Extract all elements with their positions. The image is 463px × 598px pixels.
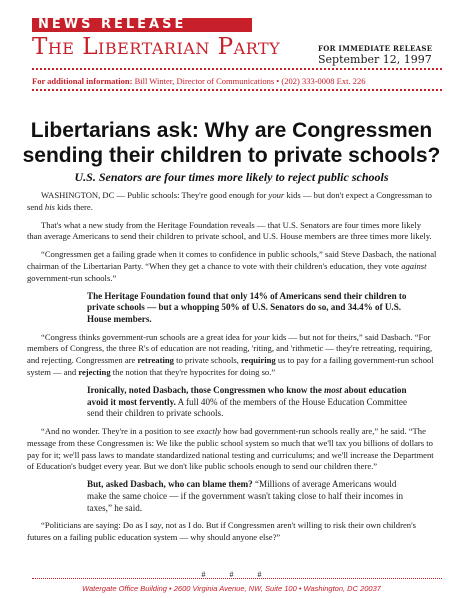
end-marks: # # #: [201, 570, 262, 579]
headline: [20, 118, 443, 168]
header-divider-top: [32, 68, 442, 70]
release-info: [318, 44, 440, 66]
subheadline: U.S. Senators are four times more likely to reject public schools: [74, 170, 389, 184]
contact-line: [32, 76, 365, 86]
paragraph-1: WASHINGTON, DC — Public schools: They're good enough for your kids — but don't expect a Congressman to send his kids there.: [27, 190, 432, 212]
news-release-banner: [32, 18, 252, 32]
contact-label: For additional information:: [32, 76, 133, 86]
paragraph-2: That's what a new study from the Heritage Foundation reveals — that U.S. Senators are four times more likely than average Americans to send their children to private school, and U.S. House members are three times more likely.: [27, 219, 432, 242]
pull-quote-1: The Heritage Foundation found that only 14% of Americans send their children to private schools — but a whopping 50% of U.S. Senators do so, and 34.4% of U.S. House members.: [87, 290, 407, 324]
paragraph-6: “Politicians are saying: Do as I say, not as I do. But if Congressmen aren't willing to risk their own children's futures on a failing public education system — why should anyone else?”: [27, 520, 416, 543]
paragraph-5: “And no wonder. They're in a position to see exactly how bad government-run schools really are,” he said. “The message from these Congressmen is: We like the public school system so much that we'll tax you billions of dollars to pay for it; we'll pass laws to mandate standardized national testing and curriculums; and we'll increase the Department of Education's budget every year. But we don't like public schools enough to send our children there.”: [27, 425, 434, 472]
article-body: [27, 190, 437, 550]
paragraph-3: “Congressmen get a failing grade when it comes to confidence in public schools,” said Steve Dasbach, the national chairman of the Libertarian Party. “When they get a chance to vote with their children's education, they vote against government-run schools.”: [27, 249, 437, 283]
banner-text: NEWS RELEASE: [38, 17, 187, 32]
footer-address: Watergate Office Building • 2600 Virginia Avenue, NW, Suite 100 • Washington, DC 20037: [82, 584, 381, 593]
header-divider-bottom: [32, 89, 442, 91]
headline-line-1: Libertarians ask: Why are Congressmen: [30, 119, 433, 142]
pull-quote-2: Ironically, noted Dasbach, those Congressmen who know the most about education avoid it most fervently. A full 40% of the members of the House Education Committee send their children to private schools.: [87, 384, 407, 419]
paragraph-4: “Congress thinks government-run schools are a great idea for your kids — but not for theirs,” said Dasbach. “For members of Congress, the three R's of education are not reading, 'riting, and 'rithmetic — they're retreating, requiring, and rejecting. Congressmen are retreating to private schools, requiring us to pay for a failing government-run school system — and rejecting the notion that they're hypocrites for doing so.”: [27, 331, 434, 378]
headline-line-2: sending their children to private schools?: [22, 144, 441, 167]
release-date: September 12, 1997: [318, 53, 432, 66]
pull-quote-3: But, asked Dasbach, who can blame them? “Millions of average Americans would make the same choice — if the government wasn't taking close to half their incomes in taxes,” he said.: [87, 479, 404, 513]
footer-divider: [32, 578, 442, 579]
contact-text: Bill Winter, Director of Communications • (202) 333-0008 Ext. 226: [134, 76, 366, 86]
release-type: FOR IMMEDIATE RELEASE: [318, 44, 433, 53]
party-name-logo: The Libertarian Party: [32, 34, 281, 60]
